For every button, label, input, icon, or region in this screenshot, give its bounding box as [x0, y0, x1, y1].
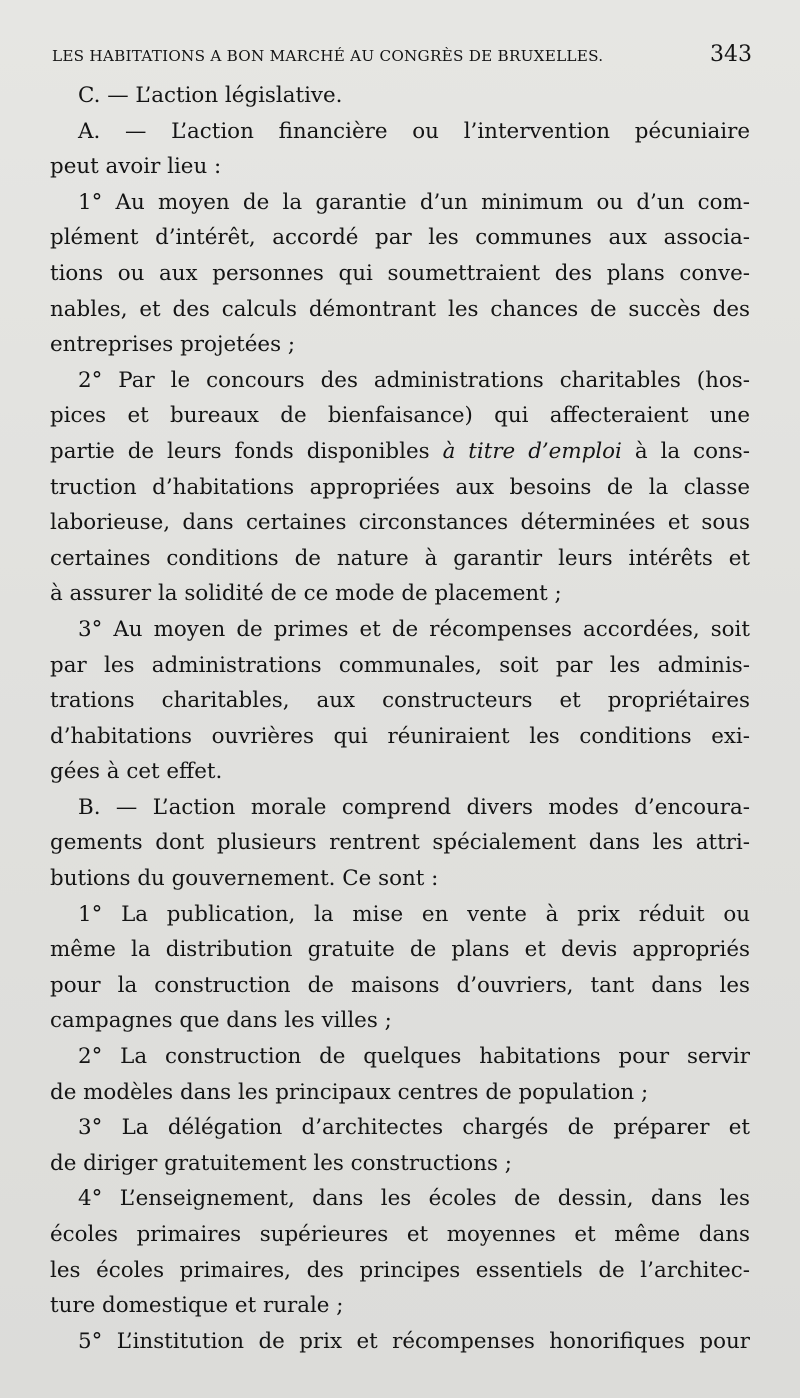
- running-head: [52, 42, 752, 72]
- text-line: de modèles dans les principaux centres de population ;: [50, 1079, 649, 1105]
- text-line: 2° La construction de quelques habitations pour servir: [78, 1044, 750, 1070]
- body-text: [50, 78, 750, 1359]
- running-title: LES HABITATIONS A BON MARCHÉ AU CONGRÈS DE BRUXELLES.: [52, 47, 604, 65]
- text-line: 3° Au moyen de primes et de récompenses accordées, soit: [78, 616, 750, 642]
- text-line: ture domestique et rurale ;: [50, 1293, 344, 1319]
- text-line: même la distribution gratuite de plans et devis appropriés: [50, 937, 750, 963]
- text-line: peut avoir lieu :: [50, 154, 222, 180]
- italic-phrase: à titre d’emploi: [442, 438, 622, 464]
- text-line: A. — L’action financière ou l’intervention pécuniaire: [78, 118, 750, 144]
- text-line: tions ou aux personnes qui soumettraient des plans conve-: [50, 260, 750, 286]
- text-line: [50, 434, 750, 470]
- text-line: truction d’habitations appropriées aux besoins de la classe: [50, 474, 750, 500]
- text-line: à assurer la solidité de ce mode de placement ;: [50, 581, 562, 607]
- text-line: 5° L’institution de prix et récompenses honorifiques pour: [78, 1328, 750, 1354]
- text-line: 1° La publication, la mise en vente à prix réduit ou: [78, 901, 750, 927]
- text-line: butions du gouvernement. Ce sont :: [50, 866, 439, 892]
- text-line: pices et bureaux de bienfaisance) qui affecteraient une: [50, 403, 750, 429]
- text-line: 2° Par le concours des administrations charitables (hos-: [78, 367, 750, 393]
- text-line: campagnes que dans les villes ;: [50, 1008, 392, 1034]
- text-line: entreprises projetées ;: [50, 332, 296, 358]
- text-line: par les administrations communales, soit par les adminis-: [50, 652, 750, 678]
- text-line: pour la construction de maisons d’ouvriers, tant dans les: [50, 972, 750, 998]
- text-line: certaines conditions de nature à garantir leurs intérêts et: [50, 545, 750, 571]
- text-line: 4° L’enseignement, dans les écoles de dessin, dans les: [78, 1186, 750, 1212]
- text-line: de diriger gratuitement les constructions ;: [50, 1150, 512, 1176]
- text-line: 3° La délégation d’architectes chargés de préparer et: [78, 1115, 750, 1141]
- text-line: laborieuse, dans certaines circonstances déterminées et sous: [50, 510, 750, 536]
- page-number: 343: [710, 42, 752, 67]
- text-line: C. — L’action législative.: [78, 83, 343, 108]
- text-line: B. — L’action morale comprend divers modes d’encoura-: [78, 794, 750, 820]
- text-line: plément d’intérêt, accordé par les communes aux associa-: [50, 225, 750, 251]
- text-line: trations charitables, aux constructeurs et propriétaires: [50, 688, 750, 714]
- text-line: gées à cet effet.: [50, 759, 223, 785]
- text-line: 1° Au moyen de la garantie d’un minimum ou d’un com-: [78, 189, 750, 215]
- text-line: gements dont plusieurs rentrent spécialement dans les attri-: [50, 830, 750, 856]
- text-line: écoles primaires supérieures et moyennes et même dans: [50, 1222, 750, 1247]
- text-line: d’habitations ouvrières qui réuniraient les conditions exi-: [50, 723, 750, 749]
- text-line: les écoles primaires, des principes essentiels de l’architec-: [50, 1257, 750, 1283]
- text-segment: partie de leurs fonds disponibles: [50, 438, 443, 464]
- text-line: nables, et des calculs démontrant les chances de succès des: [50, 296, 750, 322]
- text-segment: à la cons-: [621, 438, 750, 464]
